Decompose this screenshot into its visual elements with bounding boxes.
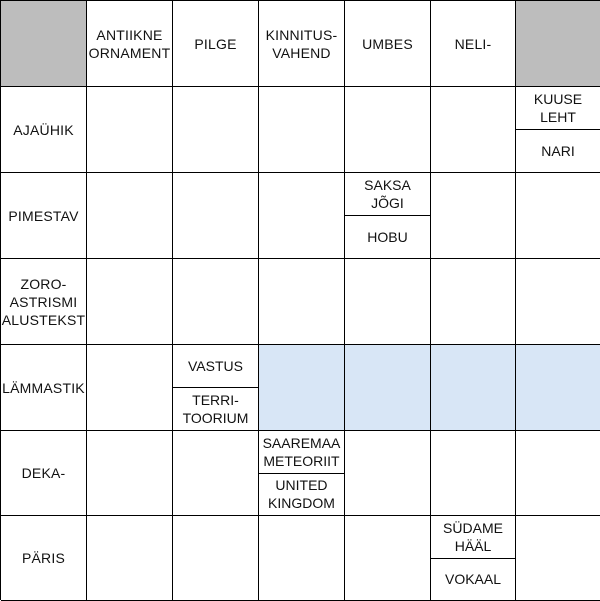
- clue-text: PIMESTAV: [8, 207, 79, 224]
- clue-hobu: HOBU: [367, 229, 408, 245]
- answer-cell[interactable]: [259, 173, 345, 259]
- clue-pilge: [173, 1, 259, 87]
- answer-cell[interactable]: [87, 87, 173, 173]
- clue-sudame-haal: SÜDAME HÄÄL: [431, 516, 515, 559]
- clue-neli: [431, 1, 516, 87]
- highlighted-answer-cell[interactable]: [259, 345, 345, 431]
- clue-ajauhik: [1, 87, 87, 173]
- answer-cell[interactable]: [345, 431, 431, 516]
- answer-cell[interactable]: [516, 173, 600, 259]
- clue-text: PILGE: [194, 35, 237, 52]
- highlighted-answer-cell[interactable]: [516, 345, 600, 431]
- answer-cell[interactable]: [431, 87, 516, 173]
- split-clue-cell: [431, 516, 516, 601]
- answer-cell[interactable]: [173, 516, 259, 601]
- clue-lammastik: [1, 345, 87, 431]
- clue-text: DEKA-: [21, 465, 66, 481]
- answer-cell[interactable]: [87, 259, 173, 345]
- clue-text: NELI-: [454, 35, 492, 52]
- answer-cell[interactable]: [516, 516, 600, 601]
- answer-cell[interactable]: [345, 259, 431, 345]
- answer-cell[interactable]: [173, 259, 259, 345]
- clue-text: ZORO- ASTRISMI ALUSTEKST: [1, 275, 86, 328]
- clue-text: PÄRIS: [21, 550, 65, 566]
- clue-umbes: [345, 1, 431, 87]
- clue-text: UMBES: [362, 35, 413, 52]
- clue-text: ANTIIKNE ORNAMENT: [88, 26, 171, 61]
- clue-kinnitusvahend: [259, 1, 345, 87]
- answer-cell[interactable]: [431, 173, 516, 259]
- answer-cell[interactable]: [259, 87, 345, 173]
- split-clue-cell: [516, 87, 600, 173]
- answer-cell[interactable]: [259, 259, 345, 345]
- answer-cell[interactable]: [173, 87, 259, 173]
- answer-cell[interactable]: [173, 173, 259, 259]
- answer-cell[interactable]: [87, 173, 173, 259]
- answer-cell[interactable]: [431, 431, 516, 516]
- answer-cell[interactable]: [516, 259, 600, 345]
- clue-paris: [1, 516, 87, 601]
- clue-antiikne-ornament: [87, 1, 173, 87]
- answer-cell[interactable]: [431, 259, 516, 345]
- clue-kuuse-leht: KUUSE LEHT: [516, 87, 600, 130]
- clue-saksa-jogi: SAKSA JÕGI: [345, 173, 430, 216]
- clue-zoroastrismi-alustekst: [1, 259, 87, 345]
- clue-deka: [1, 431, 87, 516]
- clue-text: LÄMMASTIK: [2, 379, 85, 396]
- clue-pimestav: [1, 173, 87, 259]
- answer-cell[interactable]: [259, 516, 345, 601]
- clue-united-kingdom: UNITED KINGDOM: [268, 477, 335, 512]
- answer-cell[interactable]: [87, 516, 173, 601]
- clue-saaremaa-meteoriit: SAAREMAA METEORIIT: [259, 431, 344, 474]
- clue-vastus: VASTUS: [173, 345, 258, 388]
- split-clue-cell: [173, 345, 259, 431]
- answer-cell[interactable]: [87, 431, 173, 516]
- clue-vokaal: VOKAAL: [444, 571, 502, 588]
- clue-nari: NARI: [541, 143, 575, 159]
- clue-text: AJAÜHIK: [13, 121, 74, 138]
- blocked-cell-top-left: [1, 1, 87, 87]
- highlighted-answer-cell[interactable]: [431, 345, 516, 431]
- highlighted-answer-cell[interactable]: [345, 345, 431, 431]
- clue-text: KINNITUS- VAHEND: [265, 26, 338, 61]
- answer-cell[interactable]: [516, 431, 600, 516]
- clue-territoorium: TERRI- TOORIUM: [182, 392, 249, 426]
- answer-cell[interactable]: [173, 431, 259, 516]
- blocked-cell-top-right: [516, 1, 600, 87]
- answer-cell[interactable]: [345, 87, 431, 173]
- answer-cell[interactable]: [87, 345, 173, 431]
- split-clue-cell: [259, 431, 345, 516]
- answer-cell[interactable]: [345, 516, 431, 601]
- split-clue-cell: [345, 173, 431, 259]
